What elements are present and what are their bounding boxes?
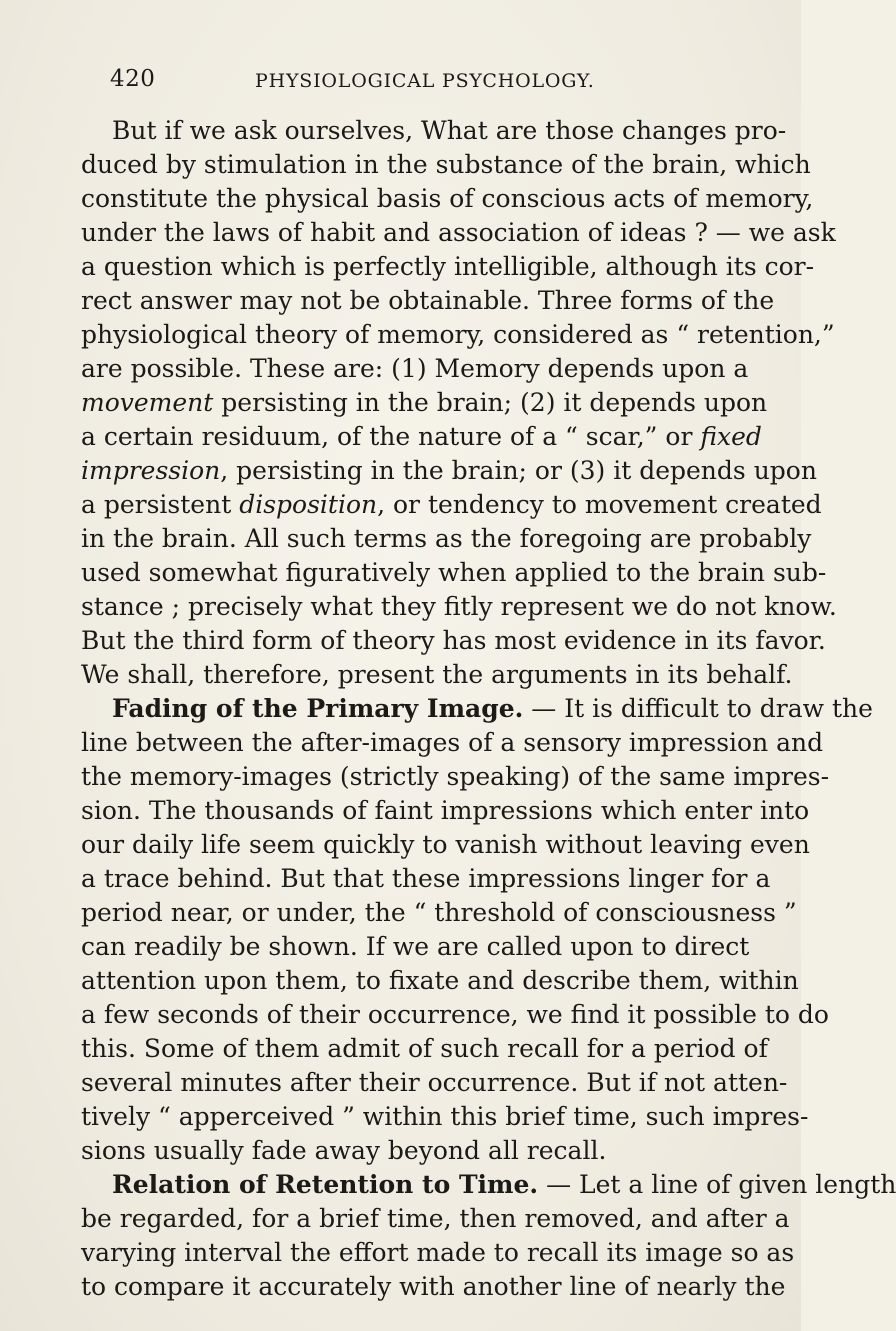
text-line bbox=[81, 386, 792, 420]
text-line bbox=[81, 420, 792, 454]
text-line: can readily be shown. If we are called upon to direct bbox=[81, 932, 750, 961]
text-line: are possible. These are: (1) Memory depends upon a bbox=[81, 354, 749, 383]
text-line: to compare it accurately with another line of nearly the bbox=[81, 1272, 786, 1301]
text-line bbox=[81, 692, 873, 726]
text-line: duced by stimulation in the substance of the brain, which bbox=[81, 150, 811, 179]
text-run: , or tendency to movement created bbox=[377, 490, 822, 519]
section-heading: Relation of Retention to Time. bbox=[112, 1170, 539, 1199]
text-line: this. Some of them admit of such recall for a period of bbox=[81, 1034, 768, 1063]
page-number: 420 bbox=[110, 66, 156, 92]
text-line bbox=[81, 454, 817, 488]
text-line: a few seconds of their occurrence, we find it possible to do bbox=[81, 1000, 829, 1029]
text-line: a trace behind. But that these impressions linger for a bbox=[81, 864, 771, 893]
text-line: tively “ apperceived ” within this brief time, such impres- bbox=[81, 1102, 809, 1131]
text-line: our daily life seem quickly to vanish without leaving even bbox=[81, 830, 810, 859]
text-line bbox=[81, 488, 822, 522]
text-line: sions usually fade away beyond all recall. bbox=[81, 1136, 607, 1165]
text-run: a persistent bbox=[81, 490, 240, 519]
text-line: stance ; precisely what they fitly represent we do not know. bbox=[81, 592, 837, 621]
text-run: a certain residuum, of the nature of a “ scar,” or bbox=[81, 422, 701, 451]
section-heading: Fading of the Primary Image. bbox=[112, 694, 524, 723]
text-line: under the laws of habit and association of ideas ? — we ask bbox=[81, 218, 836, 247]
text-line: be regarded, for a brief time, then removed, and after a bbox=[81, 1204, 790, 1233]
text-line: the memory-images (strictly speaking) of the same impres- bbox=[81, 762, 830, 791]
running-head: PHYSIOLOGICAL PSYCHOLOGY. bbox=[255, 70, 595, 92]
text-line: line between the after-images of a sensory impression and bbox=[81, 728, 824, 757]
italic-term: fixed bbox=[700, 422, 762, 451]
text-line: attention upon them, to fixate and describe them, within bbox=[81, 966, 799, 995]
body-text bbox=[81, 114, 896, 1304]
text-line: physiological theory of memory, considered as “ retention,” bbox=[81, 320, 835, 349]
italic-term: disposition bbox=[239, 490, 378, 519]
text-line: varying interval the effort made to recall its image so as bbox=[81, 1238, 795, 1267]
text-line: But the third form of theory has most evidence in its favor. bbox=[81, 626, 826, 655]
page-header bbox=[110, 66, 690, 98]
italic-term: impression bbox=[81, 456, 221, 485]
text-run: — It is difficult to draw the bbox=[523, 694, 873, 723]
text-line: a question which is perfectly intelligible, although its cor- bbox=[81, 252, 815, 281]
text-line bbox=[81, 1168, 896, 1202]
text-line: sion. The thousands of faint impressions which enter into bbox=[81, 796, 810, 825]
text-line: But if we ask ourselves, What are those changes pro- bbox=[112, 116, 787, 145]
text-line: rect answer may not be obtainable. Three forms of the bbox=[81, 286, 775, 315]
italic-term: movement bbox=[81, 388, 214, 417]
text-line: period near, or under, the “ threshold of consciousness ” bbox=[81, 898, 797, 927]
text-line: several minutes after their occurrence. But if not atten- bbox=[81, 1068, 788, 1097]
text-line: We shall, therefore, present the arguments in its behalf. bbox=[81, 660, 793, 689]
text-line: in the brain. All such terms as the foregoing are probably bbox=[81, 524, 812, 553]
text-line: constitute the physical basis of conscious acts of memory, bbox=[81, 184, 814, 213]
text-run: persisting in the brain; (2) it depends upon bbox=[213, 388, 768, 417]
text-line: used somewhat figuratively when applied to the brain sub- bbox=[81, 558, 827, 587]
text-run: , persisting in the brain; or (3) it depends upon bbox=[220, 456, 817, 485]
text-run: — Let a line of given length bbox=[538, 1170, 896, 1199]
